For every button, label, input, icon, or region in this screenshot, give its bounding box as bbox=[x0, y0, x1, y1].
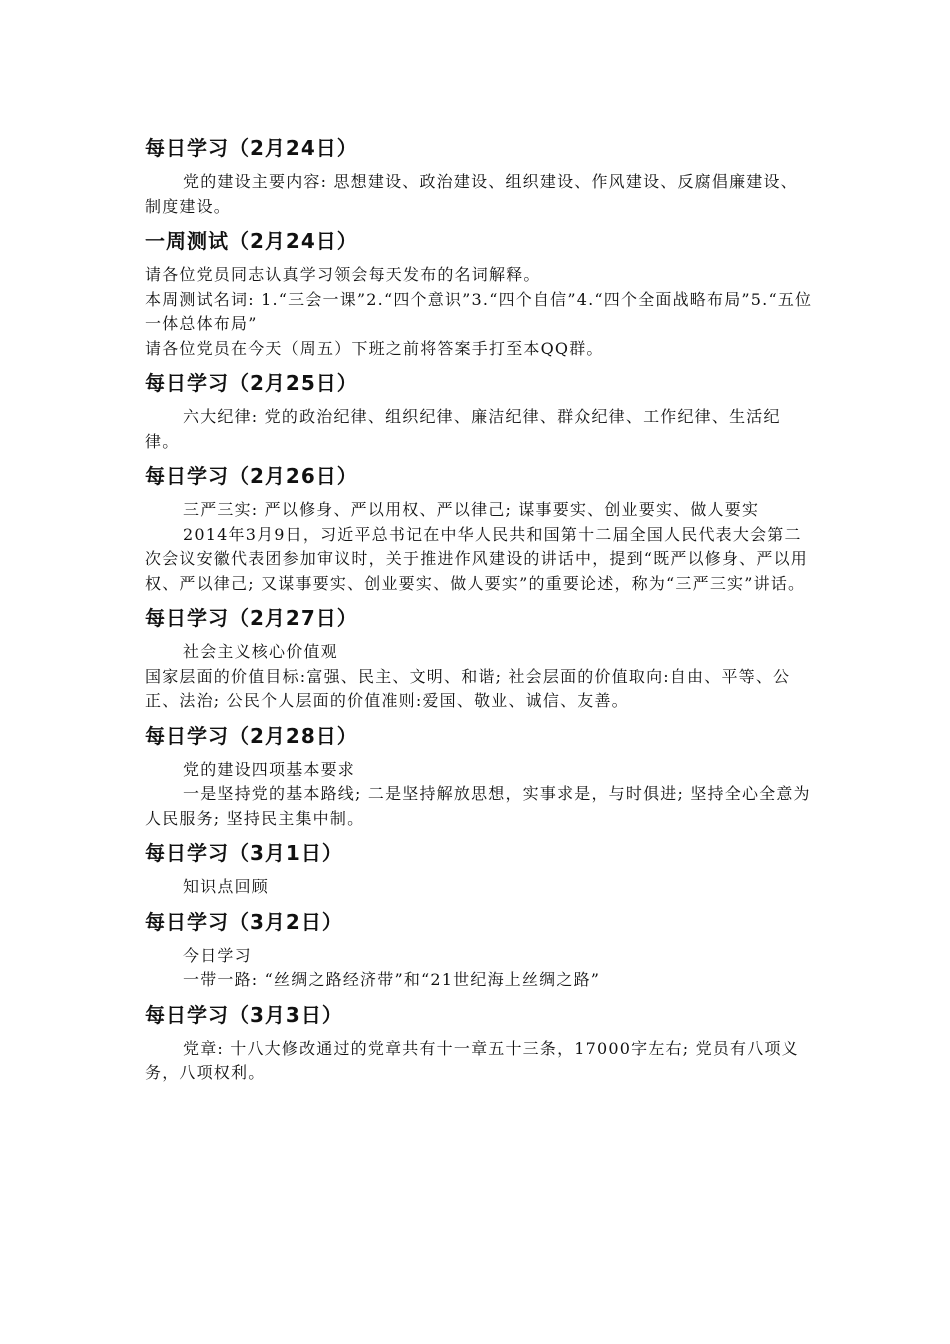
section-0224-weekly-test bbox=[145, 225, 813, 361]
section-heading: 一周测试（2月24日） bbox=[145, 229, 358, 253]
section-heading: 每日学习（3月1日） bbox=[145, 841, 343, 865]
section-paragraph: 党的建设主要内容: 思想建设、政治建设、组织建设、作风建设、反腐倡廉建设、制度建设。 bbox=[145, 172, 798, 216]
section-heading: 每日学习（3月3日） bbox=[145, 1002, 343, 1027]
section-heading: 每日学习（2月28日） bbox=[145, 723, 358, 748]
section-0228-daily bbox=[145, 720, 813, 832]
section-heading: 每日学习（3月2日） bbox=[145, 909, 343, 934]
section-0224-daily bbox=[145, 132, 813, 219]
section-heading: 每日学习（2月27日） bbox=[145, 606, 358, 630]
section-paragraph: 2014年3月9日，习近平总书记在中华人民共和国第十二届全国人民代表大会第二次会议安徽代表团参加审议时，关于推进作风建设的讲话中，提到“既严以修身、严以用权、严以律己; 又谋事要实、创业要实、做人要实”的重要论述，称为“三严三实”讲话。 bbox=[145, 524, 808, 593]
section-paragraph: 本周测试名词: 1.“三会一课”2.“四个意识”3.“四个自信”4.“四个全面战略布局”5.“五位一体总体布局” bbox=[145, 289, 813, 333]
section-paragraph: 一是坚持党的基本路线; 二是坚持解放思想，实事求是，与时俱进; 坚持全心全意为人民服务; 坚持民主集中制。 bbox=[145, 784, 811, 828]
section-paragraph: 党章: 十八大修改通过的党章共有十一章五十三条，17000字左右; 党员有八项义务，八项权利。 bbox=[145, 1038, 799, 1082]
section-0303-daily bbox=[145, 999, 813, 1086]
section-paragraph: 今日学习 bbox=[183, 945, 252, 965]
section-heading: 每日学习（2月25日） bbox=[145, 371, 358, 395]
section-0226-daily bbox=[145, 460, 813, 596]
section-paragraph: 党的建设四项基本要求 bbox=[183, 759, 356, 779]
section-paragraph: 三严三实: 严以修身、严以用权、严以律己; 谋事要实、创业要实、做人要实 bbox=[183, 500, 760, 519]
section-0225-daily bbox=[145, 367, 813, 454]
section-paragraph: 社会主义核心价值观 bbox=[183, 642, 338, 661]
section-0227-daily bbox=[145, 602, 813, 714]
document-page bbox=[145, 132, 813, 1092]
section-paragraph: 知识点回顾 bbox=[183, 877, 270, 896]
section-paragraph: 六大纪律: 党的政治纪律、组织纪律、廉洁纪律、群众纪律、工作纪律、生活纪律。 bbox=[145, 407, 781, 451]
section-heading: 每日学习（2月24日） bbox=[145, 136, 358, 160]
section-heading: 每日学习（2月26日） bbox=[145, 464, 358, 488]
section-0302-daily bbox=[145, 906, 813, 993]
section-0301-daily bbox=[145, 837, 813, 900]
section-paragraph: 请各位党员在今天（周五）下班之前将答案手打至本QQ群。 bbox=[145, 338, 604, 358]
section-paragraph: 国家层面的价值目标:富强、民主、文明、和谐; 社会层面的价值取向:自由、平等、公正、法治; 公民个人层面的价值准则:爱国、敬业、诚信、友善。 bbox=[145, 666, 791, 710]
section-paragraph: 一带一路: “丝绸之路经济带”和“21世纪海上丝绸之路” bbox=[183, 970, 601, 989]
section-paragraph: 请各位党员同志认真学习领会每天发布的名词解释。 bbox=[145, 265, 541, 284]
